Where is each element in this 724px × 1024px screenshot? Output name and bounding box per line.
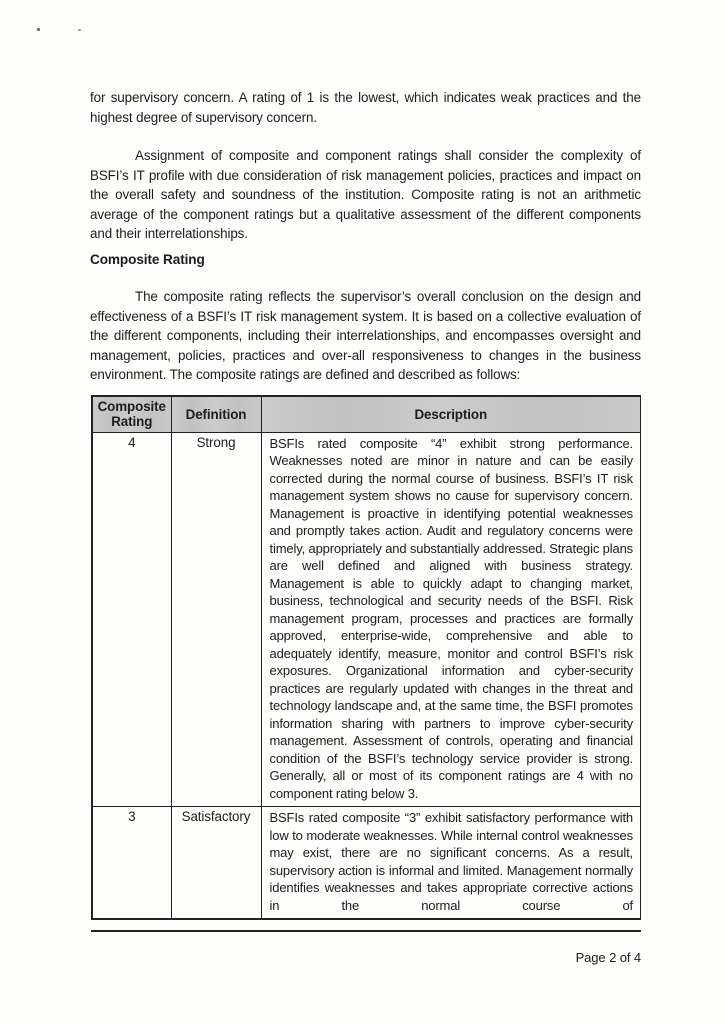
rating-value: 4 — [92, 432, 171, 807]
paragraph-composite-rating-intro: The composite rating reflects the supervisor’s overall conclusion on the design and effectiveness of a BSFI’s IT risk management system. It is based on a collective evaluation of the different components, including their interrelationships, and encompasses oversight and management, policies, practices and over-all responsiveness to changes in the business environment. The composite ratings are defined and described as follows: — [90, 289, 641, 382]
scan-artifact-dot — [37, 28, 40, 31]
column-header-composite-rating: Composite Rating — [92, 396, 171, 432]
composite-rating-table — [91, 395, 641, 920]
rating-description: BSFIs rated composite “4” exhibit strong performance. Weaknesses noted are minor in nature and can be easily corrected during the normal course of business. BSFI’s IT risk management system shows no cause for supervisory concern. Management is proactive in identifying potential weaknesses and promptly takes action. Audit and regulatory concerns were timely, appropriately and substantially addressed. Strategic plans are well defined and aligned with business strategy. Management is able to quickly adapt to changing market, business, technological and security needs of the BSFI. Risk management program, processes and practices are formally approved, enterprise-wide, comprehensive and able to adequately identify, measure, monitor and control BSFI’s risk exposures. Organizational information and cyber-security practices are regularly updated with changes in the threat and technology landscape and, at the same time, the BSFI promotes information sharing with partners to improve cyber-security management. Assessment of controls, operating and financial condition of the BSFI’s technology service provider is strong. Generally, all or most of its component ratings are 4 with no component rating below 3. — [261, 432, 641, 807]
paragraph-assignment-of-ratings: Assignment of composite and component ratings shall consider the complexity of BSFI’s IT profile with due consideration of risk management policies, practices and impact on the overall safety and soundness of the institution. Composite rating is not an arithmetic average of the component ratings but a qualitative assessment of the different components and their interrelationships. — [90, 148, 641, 241]
table-header-row — [92, 396, 641, 432]
section-heading-composite-rating: Composite Rating — [90, 252, 205, 267]
composite-rating-table-region — [91, 395, 641, 932]
column-header-description: Description — [261, 396, 641, 432]
rating-definition: Satisfactory — [171, 807, 261, 920]
page-number-footer: Page 2 of 4 — [575, 950, 641, 965]
scan-artifact-dot — [78, 29, 81, 31]
table-row-rating-4 — [92, 432, 641, 807]
paragraph-supervisory-concern: for supervisory concern. A rating of 1 is the lowest, which indicates weak practices and the highest degree of supervisory concern. — [90, 90, 641, 125]
column-header-definition: Definition — [171, 396, 261, 432]
rating-definition: Strong — [171, 432, 261, 807]
table-row-rating-3 — [92, 807, 641, 920]
rating-description-truncated: BSFIs rated composite “3” exhibit satisfactory performance with low to moderate weaknesses. While internal control weaknesses may exist, there are no significant concerns. As a result, supervisory action is informal and limited. Management normally identifies weaknesses and takes appropriate corrective actions in the normal course of — [261, 807, 641, 920]
rating-value: 3 — [92, 807, 171, 920]
